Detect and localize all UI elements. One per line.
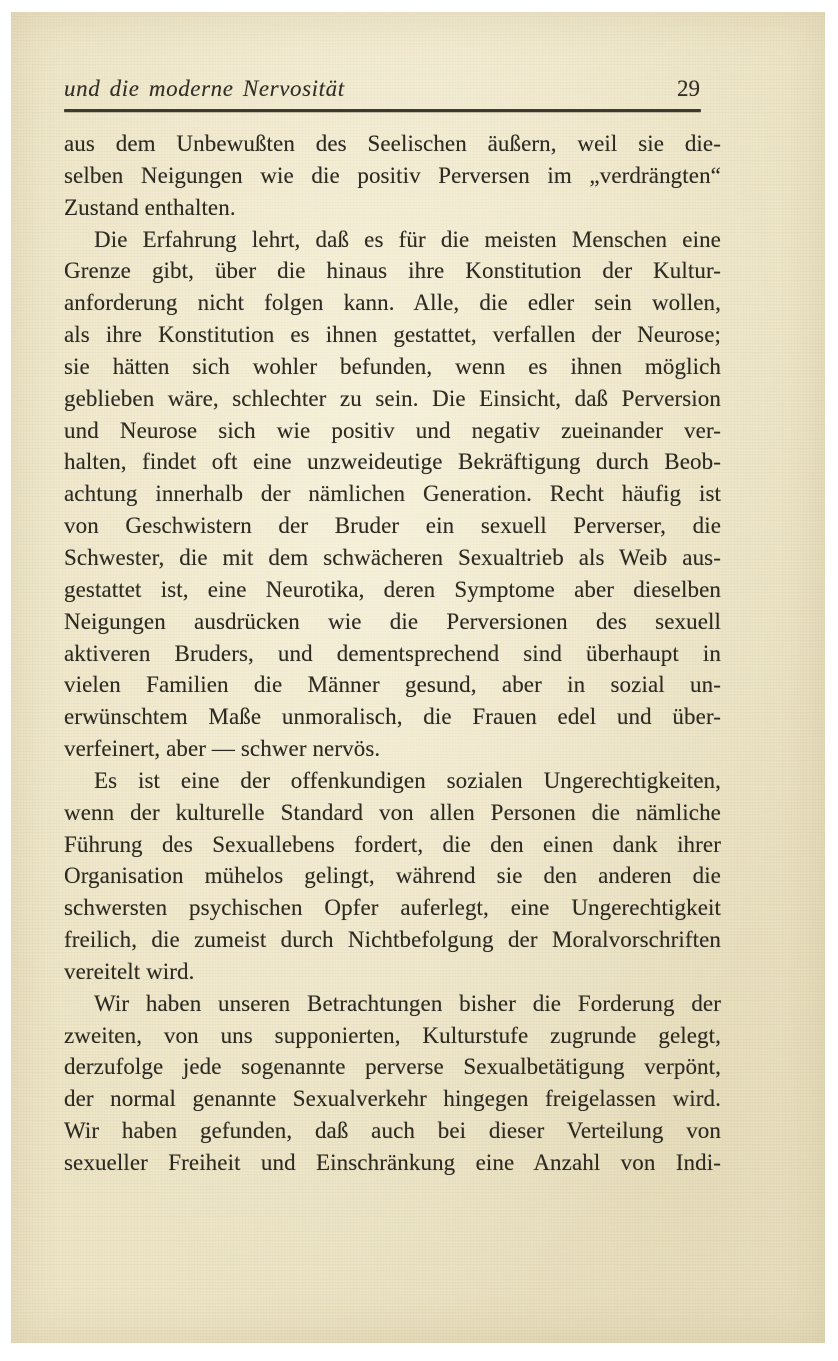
paragraph <box>64 988 721 1179</box>
text-line: Organisation mühelos gelingt, während sie den anderen die <box>64 863 721 889</box>
text-line: Die Erfahrung lehrt, daß es für die meisten Menschen eine <box>94 226 721 252</box>
text-line: gestattet ist, eine Neurotika, deren Symptome aber dieselben <box>64 576 721 602</box>
text-line: und Neurose sich wie positiv und negativ zueinander ver- <box>64 417 721 443</box>
text-line: als ihre Konstitution es ihnen gestattet, verfallen der Neurose; <box>64 322 721 348</box>
text-line: derzufolge jede sogenannte perverse Sexualbetätigung verpönt, <box>64 1054 721 1080</box>
book-page-paper <box>11 12 825 1343</box>
text-line: erwünschtem Maße unmoralisch, die Frauen edel und über- <box>64 704 721 730</box>
header-rule <box>64 109 701 112</box>
text-line: Neigungen ausdrücken wie die Perversionen des sexuell <box>64 608 721 634</box>
text-line: schwersten psychischen Opfer auferlegt, eine Ungerechtigkeit <box>64 895 721 921</box>
text-line: verfeinert, aber — schwer nervös. <box>64 736 381 762</box>
text-line: aus dem Unbewußten des Seelischen äußern, weil sie die- <box>64 131 721 156</box>
text-line: vereitelt wird. <box>64 958 195 984</box>
text-line: Schwester, die mit dem schwächeren Sexualtrieb als Weib aus- <box>64 544 721 570</box>
text-line: halten, findet oft eine unzweideutige Bekräftigung durch Beob- <box>64 449 721 475</box>
text-line: vielen Familien die Männer gesund, aber in sozial un- <box>64 672 721 698</box>
text-line: sexueller Freiheit und Einschränkung eine Anzahl von Indi- <box>64 1150 721 1175</box>
text-line: Führung des Sexuallebens fordert, die den einen dank ihrer <box>64 831 721 857</box>
text-line: der normal genannte Sexualverkehr hingegen freigelassen wird. <box>64 1086 721 1112</box>
page-number: 29 <box>677 76 700 101</box>
paragraph <box>64 224 721 765</box>
text-line: Grenze gibt, über die hinaus ihre Konstitution der Kultur- <box>64 258 721 284</box>
text-line: Wir haben unseren Betrachtungen bisher die Forderung der <box>94 990 721 1016</box>
text-line: Es ist eine der offenkundigen sozialen Ungerechtigkeiten, <box>94 767 721 793</box>
text-line: achtung innerhalb der nämlichen Generation. Recht häufig ist <box>64 481 721 507</box>
paragraph <box>64 765 721 988</box>
text-line: Zustand enthalten. <box>64 194 236 220</box>
text-line: von Geschwistern der Bruder ein sexuell Perverser, die <box>64 513 721 539</box>
paragraph <box>64 128 721 224</box>
running-head: und die moderne Nervosität <box>64 76 345 101</box>
text-line: freilich, die zumeist durch Nichtbefolgung der Moralvorschriften <box>64 927 721 953</box>
text-line: Wir haben gefunden, daß auch bei dieser Verteilung von <box>64 1118 721 1144</box>
text-line: sie hätten sich wohler befunden, wenn es ihnen möglich <box>64 353 721 379</box>
page-body-text <box>64 128 721 1179</box>
text-line: selben Neigungen wie die positiv Perversen im „verdrängten“ <box>64 162 721 188</box>
text-line: geblieben wäre, schlechter zu sein. Die Einsicht, daß Perversion <box>64 385 721 411</box>
text-line: aktiveren Bruders, und dementsprechend sind überhaupt in <box>64 640 721 666</box>
text-line: wenn der kulturelle Standard von allen Personen die nämliche <box>64 799 721 825</box>
text-line: anforderung nicht folgen kann. Alle, die edler sein wollen, <box>64 290 721 316</box>
text-line: zweiten, von uns supponierten, Kulturstufe zugrunde gelegt, <box>64 1022 721 1048</box>
